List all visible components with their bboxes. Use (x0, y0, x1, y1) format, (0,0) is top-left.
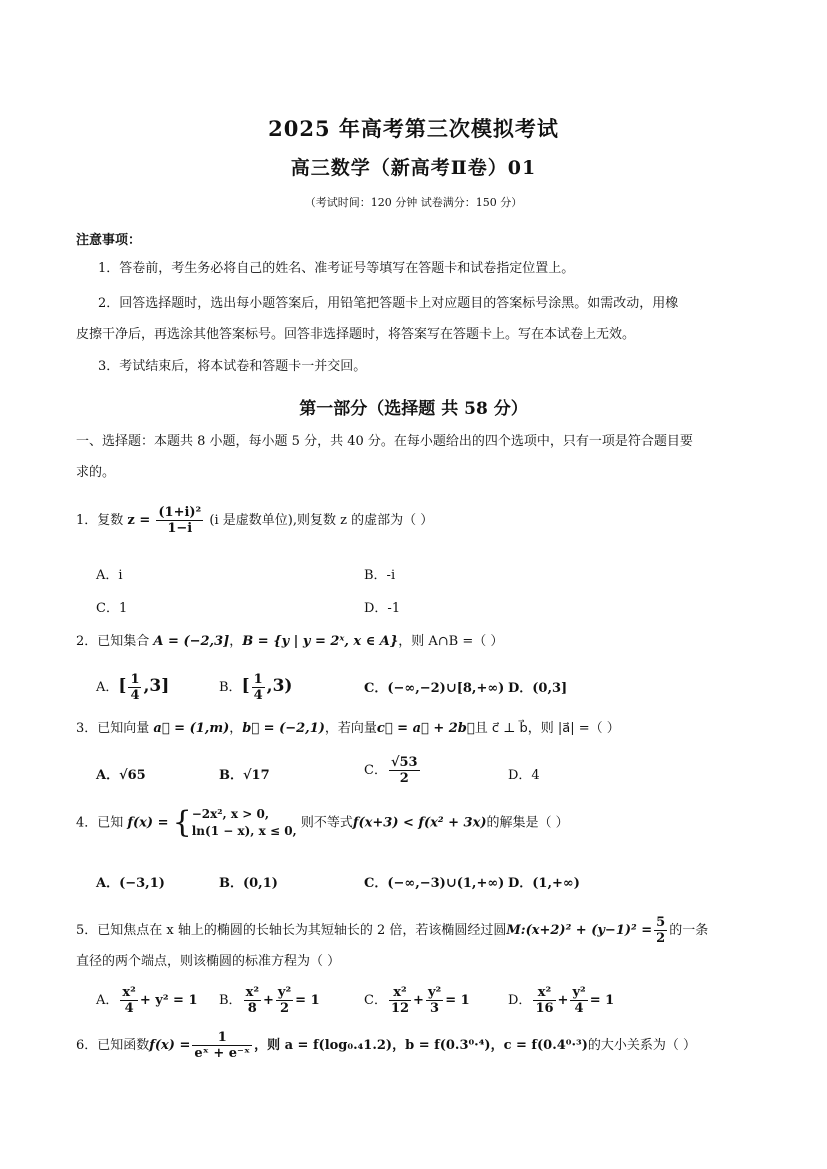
question-2: 2．已知集合 A = (−2,3]，B = {y | y = 2ˣ, x ∈ A}，则 A∩B =（ ） (76, 634, 504, 649)
q2-option-b-bracket: [ (241, 676, 250, 696)
q3-option-a[interactable]: A．√65 (96, 768, 146, 783)
q4-piece-2: ln(1 − x), x ≤ 0, (191, 824, 297, 838)
q5-option-c-den1: 12 (390, 1001, 410, 1016)
q5-option-b-plus: + (263, 993, 274, 1008)
q6-c: ，c = f(0.4⁰·³) (490, 1038, 588, 1053)
q5-option-c-label: C． (364, 993, 387, 1008)
q1-option-a[interactable]: A．i (96, 568, 123, 583)
q2-option-d[interactable]: D．(0,3] (508, 681, 568, 696)
q5-option-c[interactable] (364, 985, 470, 1016)
q3-option-c-num: √53 (390, 755, 418, 770)
question-4 (76, 806, 569, 840)
q5-option-d-frac1 (533, 985, 555, 1016)
q6-b: ，b = f(0.3⁰·⁴) (392, 1038, 491, 1053)
q4-mid: 则不等式 (300, 815, 353, 831)
q5-option-d-plus: + (557, 993, 569, 1008)
q3-vector-c: c⃗ = a⃗ + 2b⃗ (376, 721, 475, 736)
q5-line1-prefix: 5．已知焦点在 x 轴上的椭圆的长轴长为其短轴长的 2 倍，若该椭圆经过圆 (76, 923, 507, 938)
q4-option-a[interactable]: A．(−3,1) (96, 876, 165, 891)
section-instruction: 一、选择题：本题共 8 小题，每小题 5 分，共 40 分。在每小题给出的四个选项中，只有一项是符合题目要 (76, 434, 693, 449)
q4-suffix: 的解集是（ ） (486, 815, 569, 831)
notice-heading: 注意事项： (76, 233, 142, 248)
q1-fraction (156, 505, 203, 536)
q5-option-b-num1: x² (245, 985, 260, 1000)
q2-set-b: B = {y | y = 2ˣ, x ∈ A} (242, 634, 399, 649)
q3-option-d[interactable]: D．4 (508, 768, 540, 783)
exam-info: （考试时间：120 分钟 试卷满分：150 分） (304, 196, 523, 209)
q5-option-d-num2: y² (572, 985, 586, 1000)
section-instruction-cont: 求的。 (76, 465, 116, 480)
q5-option-d-rest: = 1 (589, 993, 615, 1008)
q5-option-d-den2: 4 (574, 1001, 584, 1016)
q3-option-b[interactable]: B．√17 (219, 768, 270, 783)
q5-option-b[interactable] (219, 985, 320, 1016)
q5-option-d[interactable] (508, 985, 614, 1016)
q2-option-a-bracket: [ (118, 676, 127, 696)
q1-option-b[interactable]: B．-i (364, 568, 396, 583)
q3-mid: ，若向量 (324, 721, 377, 736)
q2-option-b-fraction (252, 672, 265, 703)
question-6 (76, 1030, 696, 1061)
q2-option-b-tail: ,3) (266, 676, 293, 696)
q4-brace-icon: { (172, 805, 192, 840)
q5-option-c-num2: y² (427, 985, 442, 1000)
q2-option-b-den: 4 (253, 688, 263, 703)
q4-prefix: 4．已知 (76, 815, 124, 831)
question-3: 3．已知向量 a⃗ = (1,m)，b⃗ = (−2,1)，若向量c⃗ = a⃗ + 2b⃗且 c⃗ ⊥ b⃗，则 |a⃗| =（ ） (76, 721, 620, 736)
q5-option-b-frac1 (244, 985, 261, 1016)
q2-option-a-den: 4 (130, 688, 140, 703)
q4-fx: f(x) = (127, 815, 169, 831)
q5-line1-suffix: 的一条 (669, 923, 709, 938)
q2-option-a-label: A． (96, 680, 119, 695)
q5-option-c-frac2 (426, 985, 443, 1016)
q5-circle-num: 5 (656, 915, 666, 930)
q1-option-c[interactable]: C．1 (96, 601, 128, 616)
q3-vector-b: b⃗ = (−2,1) (242, 721, 325, 736)
q5-circle: M:(x+2)² + (y−1)² = (506, 923, 653, 938)
q5-option-d-num1: x² (533, 985, 555, 1001)
notice-item-2: 2．回答选择题时，选出每小题答案后，用铅笔把答题卡上对应题目的答案标号涂黑。如需改动，用橡 (98, 296, 679, 311)
q5-option-c-rest: = 1 (445, 993, 470, 1008)
section-title: 第一部分（选择题 共 58 分） (299, 399, 528, 419)
q5-option-c-num1: x² (389, 985, 411, 1001)
q2-option-c[interactable]: C．(−∞,−2)∪[8,+∞) (364, 681, 505, 696)
q3-prefix: 3．已知向量 (76, 721, 150, 736)
q3-option-c-den: 2 (399, 771, 409, 786)
q5-option-c-plus: + (413, 993, 424, 1008)
q3-cond: 且 c⃗ ⊥ b⃗ (474, 721, 528, 736)
q5-option-b-frac2 (276, 985, 293, 1016)
q6-den: eˣ + e⁻ˣ (194, 1046, 251, 1061)
q4-inequality: f(x+3) < f(x² + 3x) (352, 815, 487, 831)
exam-subtitle: 高三数学（新高考Ⅱ卷）01 (290, 157, 537, 179)
question-5 (76, 915, 708, 946)
q5-option-c-frac1 (389, 985, 411, 1016)
q5-option-b-label: B． (219, 993, 242, 1008)
q4-option-c[interactable]: C．(−∞,−3)∪(1,+∞) (364, 876, 505, 891)
q6-suffix: 的大小关系为（ ） (587, 1038, 696, 1053)
question-1 (76, 505, 433, 536)
q3-option-c-fraction (389, 755, 420, 786)
q5-option-d-den1: 16 (535, 1001, 554, 1016)
q5-option-b-den2: 2 (280, 1001, 290, 1016)
q6-fx: f(x) = (149, 1038, 191, 1053)
q5-option-d-frac2 (570, 985, 587, 1016)
q5-option-b-num2: y² (277, 985, 292, 1000)
q3-suffix: ，则 |a⃗| =（ ） (527, 721, 620, 736)
q2-set-a: A = (−2,3] (153, 634, 230, 649)
q2-option-b-num: 1 (253, 672, 263, 687)
q2-option-a-fraction (128, 672, 141, 703)
q1-num: (1+i)² (158, 505, 202, 520)
q5-option-b-den1: 8 (247, 1001, 257, 1016)
q1-den: 1−i (167, 521, 193, 536)
q5-option-a-label: A． (96, 993, 119, 1008)
q6-fraction (192, 1030, 252, 1061)
q4-pieces (192, 806, 297, 840)
q3-option-c[interactable] (364, 755, 422, 786)
q5-circle-fraction (654, 915, 667, 946)
q5-option-c-den2: 3 (430, 1001, 440, 1016)
q1-lhs: z = (127, 513, 151, 528)
q2-option-a-tail: ,3] (143, 676, 170, 696)
q2-prefix: 2．已知集合 (76, 634, 150, 649)
question-5-cont: 直径的两个端点，则该椭圆的标准方程为（ ） (76, 954, 341, 969)
q1-prefix: 1．复数 (76, 513, 124, 528)
q1-option-d[interactable]: D．-1 (364, 601, 401, 616)
q1-suffix: (i 是虚数单位),则复数 z 的虚部为（ ） (209, 513, 434, 528)
q2-option-a-num: 1 (130, 672, 140, 687)
q4-option-b[interactable]: B．(0,1) (219, 876, 278, 891)
q5-option-d-label: D． (508, 993, 532, 1008)
q5-circle-den: 2 (656, 931, 666, 946)
q5-option-a[interactable] (96, 985, 198, 1016)
q2-option-a[interactable] (96, 672, 169, 703)
q2-option-b[interactable] (219, 672, 292, 703)
notice-item-1: 1．答卷前，考生务必将自己的姓名、准考证号等填写在答题卡和试卷指定位置上。 (98, 261, 575, 276)
q3-option-c-label: C． (364, 763, 387, 778)
notice-item-2-cont: 皮擦干净后，再选涂其他答案标号。回答非选择题时，将答案写在答题卡上。写在本试卷上无效。 (76, 327, 636, 342)
q5-option-a-rest: + y² = 1 (139, 993, 198, 1008)
q2-suffix: ，则 A∩B =（ ） (398, 634, 504, 649)
q4-option-d[interactable]: D．(1,+∞) (508, 876, 580, 891)
q4-piece-1: −2x², x > 0, (191, 807, 269, 821)
q6-num: 1 (192, 1030, 252, 1046)
notice-item-3: 3．考试结束后，将本试卷和答题卡一并交回。 (98, 359, 367, 374)
q5-option-b-rest: = 1 (295, 993, 320, 1008)
q2-option-b-label: B． (219, 680, 242, 695)
q5-option-a-frac (120, 985, 137, 1016)
q3-vector-a: a⃗ = (1,m) (153, 721, 230, 736)
q5-option-a-num: x² (122, 985, 136, 1000)
q6-prefix: 6．已知函数 (76, 1038, 150, 1053)
q6-a: ，则 a = f(log₀.₄1.2) (254, 1038, 393, 1053)
exam-title: 2025 年高考第三次模拟考试 (268, 116, 559, 141)
q5-option-a-den: 4 (124, 1001, 134, 1016)
